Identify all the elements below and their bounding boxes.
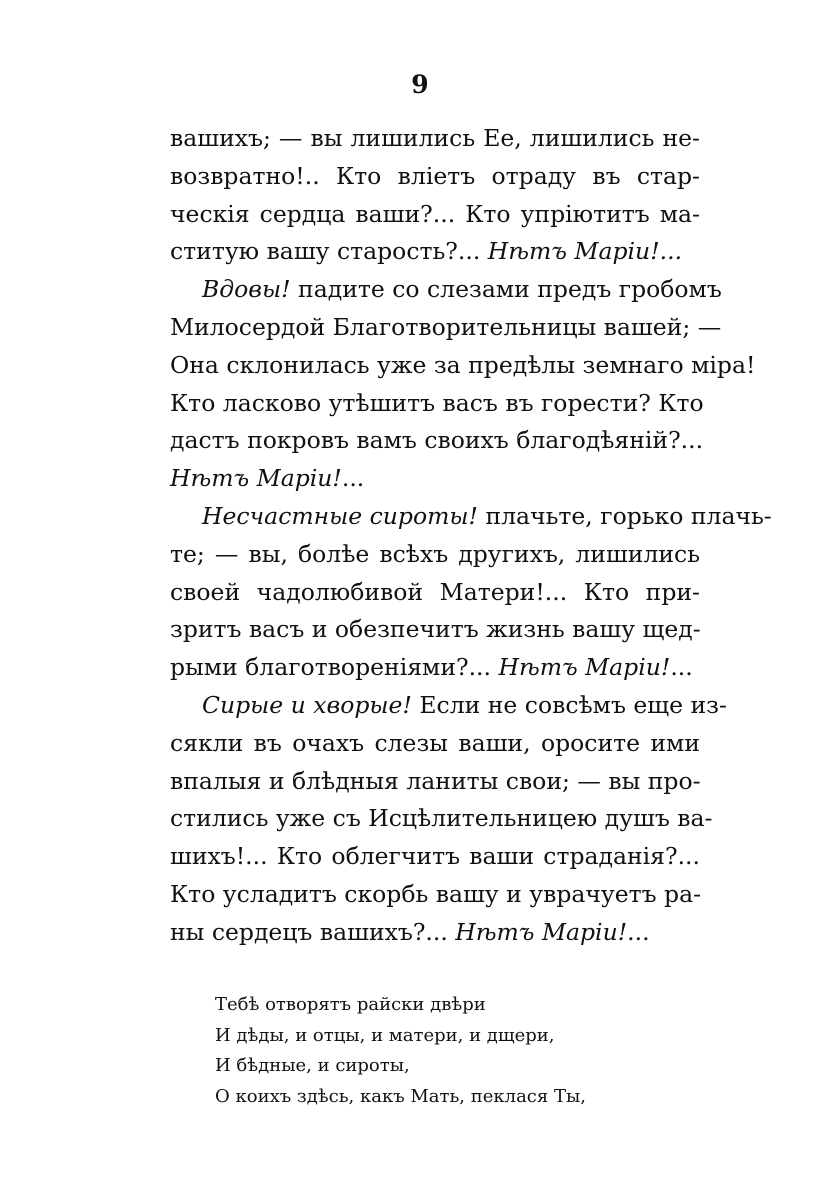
refrain-italic: Нѣтъ Марiи! [455, 917, 628, 946]
refrain-italic: Нѣтъ Марiи! [170, 464, 342, 493]
text-run: ны сердецъ вашихъ?... [170, 917, 456, 946]
text-run: Если не совсѣмъ еще из- [411, 690, 727, 719]
text-line: вашихъ; — вы лишились Ее, лишились не- [170, 124, 700, 152]
text-line: сякли въ очахъ слезы ваши, оросите ими [170, 728, 700, 757]
verse-line: И дѣды, и отцы, и матери, и дщери, [215, 1024, 555, 1046]
text-line: возвратно!.. Кто влiетъ отраду въ стар- [170, 161, 700, 190]
text-line: стились уже съ Исцѣлительницею душъ ва- [170, 804, 713, 833]
paragraph [170, 687, 727, 952]
address-italic: Вдовы! [202, 275, 291, 304]
text-line: Она склонилась уже за предѣлы земнаго мiра! [170, 350, 756, 379]
text-line [170, 914, 700, 952]
text-run: ститую вашу старость?... [170, 237, 488, 266]
text-line [170, 498, 772, 536]
text-run: падите со слезами предъ гробомъ [290, 275, 722, 304]
paragraph [170, 498, 772, 687]
refrain-italic: Нѣтъ Марiи! [498, 653, 671, 682]
refrain-italic: Нѣтъ Марiи!... [487, 237, 683, 266]
verse-line: Тебѣ отворятъ райски двѣри [215, 994, 486, 1015]
text-run: ... [341, 464, 365, 493]
text-line [170, 271, 722, 309]
text-run: рыми благотворенiями?... [170, 653, 499, 682]
address-italic: Сирые и хворые! [202, 690, 412, 719]
text-line: впалыя и блѣдныя ланиты свои; — вы про- [170, 766, 701, 795]
text-line: те; — вы, болѣе всѣхъ другихъ, лишились [170, 539, 700, 568]
text-line [170, 649, 700, 687]
text-line: своей чадолюбивой Матери!... Кто при- [170, 577, 700, 606]
text-line [170, 460, 700, 498]
verse-block [215, 990, 635, 1112]
text-run: ... [627, 917, 650, 946]
body-text [170, 120, 772, 952]
text-line: дастъ покровъ вамъ своихъ благодѣянiй?... [170, 426, 704, 455]
page-number: 9 [411, 70, 429, 99]
text-line: Кто усладитъ скорбь вашу и уврачуетъ ра- [170, 879, 702, 908]
paragraph [170, 271, 756, 498]
text-line: Кто ласково утѣшитъ васъ въ горести? Кто [170, 388, 704, 417]
text-line: зритъ васъ и обезпечитъ жизнь вашу щед- [170, 615, 701, 644]
text-line: шихъ!... Кто облегчитъ ваши страданiя?... [170, 842, 700, 871]
text-line: Милосердой Благотворительницы вашей; — [170, 312, 722, 341]
verse-line: И бѣдные, и сироты, [215, 1055, 410, 1076]
paragraph [170, 120, 700, 271]
verse-line: О коихъ здѣсь, какъ Мать, пеклася Ты, [215, 1085, 587, 1107]
text-line [170, 233, 700, 271]
text-run: ... [670, 653, 693, 682]
address-italic: Несчастные сироты! [202, 501, 478, 530]
text-run: плачьте, горько плачь- [478, 501, 772, 530]
text-line: ческiя сердца ваши?... Кто упрiютитъ ма- [170, 199, 700, 228]
text-line [170, 687, 727, 725]
